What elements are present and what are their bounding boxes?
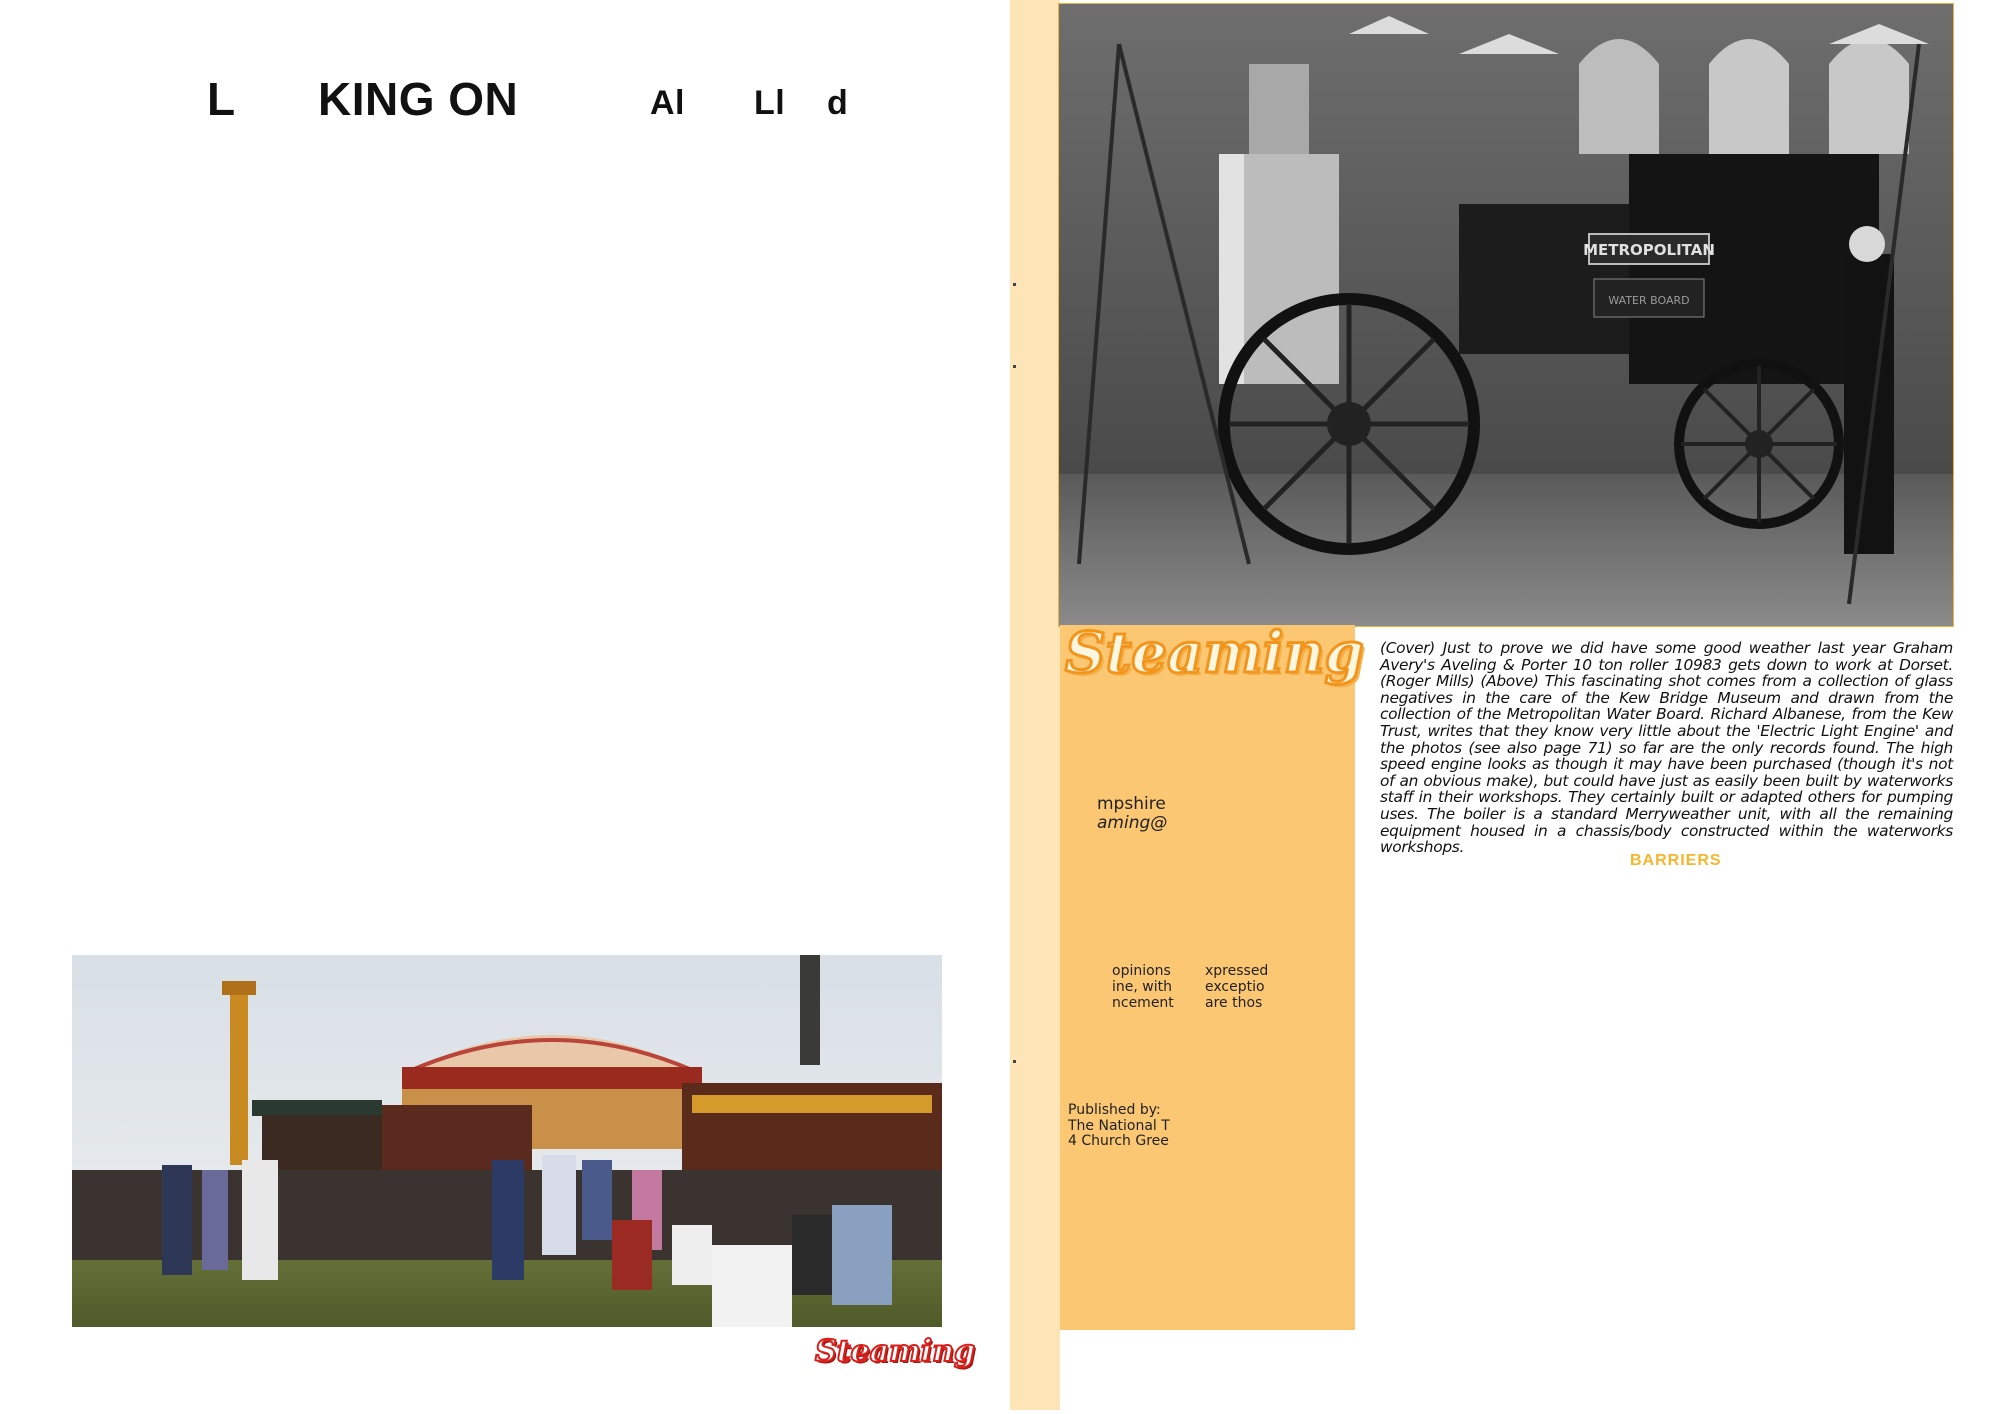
sign-metropolitan: METROPOLITAN <box>1583 241 1715 259</box>
gutter-strip <box>1010 0 1060 1410</box>
publisher-line-2: 4 Church Gree <box>1068 1133 1169 1149</box>
title-fragment-1: L <box>207 73 236 125</box>
steaming-logo-big: Steaming <box>1065 620 1364 686</box>
contact-line-1: mpshire <box>1097 794 1166 814</box>
photo-caption: (Cover) Just to prove we did have some good weather last year Graham Avery's Aveling & Porter 10 ton roller 10983 gets down to work at Dorset. (Roger Mills) (Above) This fascinating shot comes from a collection of glass negatives in the care of the Kew Bridge Museum and drawn from the collection of the Metropolitan Water Board. Richard Albanese, from the Kew Trust, writes that they know very little about the 'Electric Light Engine' and the photos (see also page 71) so far are the only records found. The high speed engine looks as though it may have been purchased (though it's not of an obvious make), but could have just as easily been built by waterworks staff in their workshops. They certainly built or adapted others for pumping uses. The boiler is a standard Merryweather unit, with all the remaining equipment housed in a chassis/body constructed within the waterworks workshops. <box>1380 639 1953 857</box>
disclaimer-col1-line2: ine, with <box>1112 979 1172 995</box>
sign-water-board: WATER BOARD <box>1608 294 1690 307</box>
page-mark <box>1013 365 1016 368</box>
disclaimer-col2-line1: xpressed <box>1205 963 1269 979</box>
steam-engine-photo <box>1058 3 1954 627</box>
title-fragment-5: d <box>827 84 849 122</box>
steaming-logo-small: Steaming <box>815 1334 975 1369</box>
disclaimer-col-2 <box>1205 963 1268 1011</box>
page-mark <box>1013 1060 1016 1063</box>
disclaimer-col1-line1: opinions <box>1112 963 1171 979</box>
title-fragment-4: Ll <box>754 84 786 122</box>
title-fragment-2: KING ON <box>318 73 519 125</box>
barriers-heading: BARRIERS <box>1630 852 1722 869</box>
published-label: Published by: <box>1068 1102 1161 1118</box>
publisher-block <box>1068 1103 1170 1150</box>
disclaimer-col1-line3: ncement <box>1112 995 1174 1011</box>
fairground-photo <box>72 955 942 1327</box>
page-mark <box>1013 283 1016 286</box>
publisher-line-1: The National T <box>1068 1117 1170 1134</box>
disclaimer-col2-line2: exceptio <box>1205 979 1265 995</box>
contact-line-2: aming@ <box>1097 813 1168 833</box>
disclaimer-col-1 <box>1112 963 1174 1011</box>
title-fragment-3: Al <box>650 84 685 122</box>
disclaimer-col2-line3: are thos <box>1205 995 1263 1011</box>
